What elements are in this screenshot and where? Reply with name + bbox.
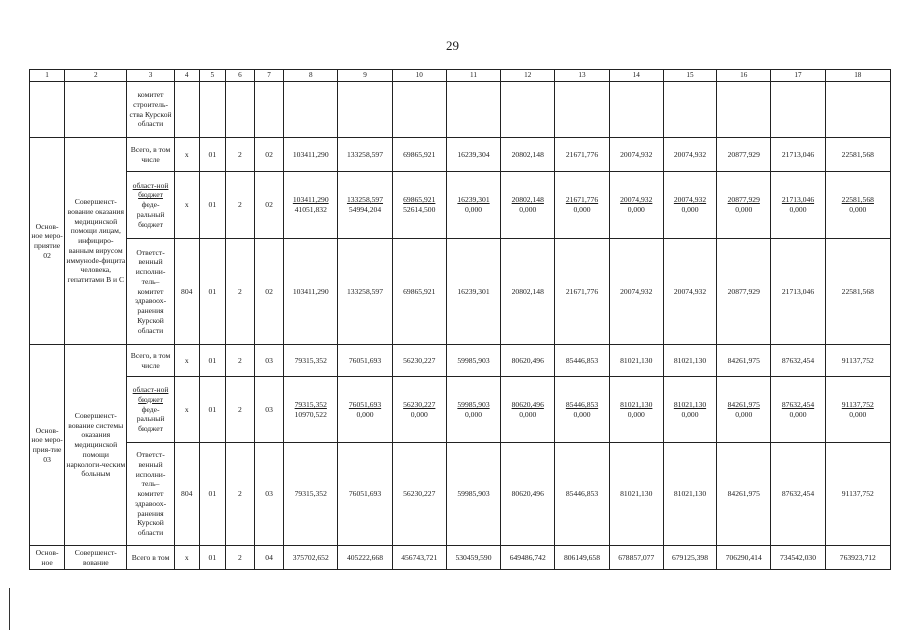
value-cell: 91137,752 [825, 345, 890, 377]
federal-value: 0,000 [627, 205, 645, 214]
value-cell: 81021,130 [663, 345, 716, 377]
value-cell: 84261,975 [717, 345, 771, 377]
value-cell: 706290,414 [717, 546, 771, 570]
subsection-code-cell: 2 [225, 377, 254, 443]
value-cell: 20074,932 [663, 138, 716, 172]
regional-budget-label: област-ной бюджет [132, 385, 169, 404]
regional-value: 81021,130 [620, 399, 653, 409]
value-cell: 80620,496 [501, 443, 555, 546]
column-number: 15 [663, 70, 716, 82]
value-cell: 405222,668 [338, 546, 392, 570]
value-cell: 679125,398 [663, 546, 716, 570]
value-cell: 22581,568 [825, 239, 890, 345]
regional-value: 85446,853 [565, 399, 599, 409]
activity-name-cell: Основ-ное меро-прия-тие 03 [30, 345, 65, 546]
value-cell: 79315,352 [284, 443, 338, 546]
federal-budget-label: феде-ральный бюджет [136, 404, 165, 434]
subsection-code-cell: 2 [225, 345, 254, 377]
value-cell: 85446,853 [555, 443, 609, 546]
table-row [30, 377, 891, 443]
column-number: 8 [284, 70, 338, 82]
column-number: 5 [199, 70, 225, 82]
value-cell: 16239,304 [446, 138, 500, 172]
federal-value: 0,000 [849, 205, 867, 214]
value-cell [446, 172, 500, 239]
activity-title-cell: Совершенст-вование системы оказания медицинской помощи наркологи-ческим больным [65, 345, 127, 546]
value-cell [717, 377, 771, 443]
federal-value: 52614,500 [403, 205, 436, 214]
value-cell: 20074,932 [609, 239, 663, 345]
grbs-code-cell: 804 [174, 239, 199, 345]
column-number: 10 [392, 70, 446, 82]
table-row [30, 138, 891, 172]
regional-budget-label: област-ной бюджет [132, 180, 169, 200]
value-cell [501, 172, 555, 239]
regional-value: 133258,597 [346, 195, 384, 205]
subsection-code-cell: 2 [225, 138, 254, 172]
value-cell [717, 172, 771, 239]
subsection-code-cell: 2 [225, 546, 254, 570]
regional-value: 20802,148 [511, 195, 544, 205]
column-number: 18 [825, 70, 890, 82]
section-code-cell: 01 [199, 239, 225, 345]
federal-value: 0,000 [681, 409, 699, 419]
regional-value: 81021,130 [673, 399, 707, 409]
federal-value: 0,000 [519, 205, 537, 214]
federal-value: 54994,204 [348, 205, 382, 214]
regional-value: 84261,975 [727, 399, 760, 409]
target-code-cell: 02 [255, 172, 284, 239]
federal-value: 0,000 [410, 409, 428, 419]
column-number: 9 [338, 70, 392, 82]
value-cell: 76051,693 [338, 345, 392, 377]
responsible-executor-cell: комитет строитель-ства Курской области [127, 82, 174, 138]
column-number: 11 [446, 70, 500, 82]
regional-value: 76051,693 [348, 399, 382, 409]
value-cell: 21713,046 [771, 138, 825, 172]
value-cell: 69865,921 [392, 138, 446, 172]
subsection-code-cell: 2 [225, 239, 254, 345]
regional-value: 87632,454 [781, 399, 815, 409]
value-cell: 80620,496 [501, 345, 555, 377]
federal-value: 0,000 [789, 205, 807, 214]
value-cell: 81021,130 [609, 345, 663, 377]
target-code-cell: 03 [255, 345, 284, 377]
value-cell: 20877,929 [717, 138, 771, 172]
funding-source-cell: Всего, в том числе [127, 138, 174, 172]
subsection-code-cell: 2 [225, 172, 254, 239]
value-cell [825, 377, 890, 443]
regional-value: 20074,932 [620, 195, 653, 205]
target-code-cell: 04 [255, 546, 284, 570]
value-cell: 530459,590 [446, 546, 500, 570]
value-cell [501, 377, 555, 443]
column-number: 16 [717, 70, 771, 82]
value-cell [771, 377, 825, 443]
activity-title-cell: Совершенст-вование оказания медицинской помощи лицам, инфициро-ванным вирусом иммунode-фицита человека, гепатитами В и С [65, 138, 127, 345]
table-row [30, 345, 891, 377]
activity-name-cell: Основ-ное [30, 546, 65, 570]
funding-source-cell: Ответст-венный исполни-тель– комитет здравоох-ранения Курской области [127, 239, 174, 345]
regional-value: 21671,776 [565, 195, 599, 205]
value-cell: 806149,658 [555, 546, 609, 570]
value-cell [338, 172, 392, 239]
value-cell: 20877,929 [717, 239, 771, 345]
column-number-row [30, 70, 891, 82]
federal-value: 41051,832 [294, 205, 327, 214]
regional-value: 79315,352 [294, 399, 327, 409]
table-row [30, 546, 891, 570]
value-cell: 76051,693 [338, 443, 392, 546]
federal-value: 0,000 [627, 409, 645, 419]
value-cell: 20074,932 [663, 239, 716, 345]
value-cell [392, 377, 446, 443]
value-cell: 59985,903 [446, 443, 500, 546]
regional-value: 56230,227 [403, 399, 436, 409]
regional-value: 69865,921 [403, 195, 436, 205]
value-cell: 103411,290 [284, 239, 338, 345]
value-cell [284, 377, 338, 443]
value-cell: 81021,130 [663, 443, 716, 546]
column-number: 13 [555, 70, 609, 82]
section-code-cell: 01 [199, 443, 225, 546]
value-cell [555, 377, 609, 443]
federal-value: 10970,522 [294, 409, 327, 419]
grbs-code-cell: x [174, 138, 199, 172]
section-code-cell: 01 [199, 546, 225, 570]
federal-value: 0,000 [464, 409, 483, 419]
federal-value: 0,000 [735, 205, 753, 214]
value-cell: 87632,454 [771, 443, 825, 546]
value-cell: 20802,148 [501, 239, 555, 345]
regional-value: 80620,496 [511, 399, 544, 409]
value-cell: 375702,652 [284, 546, 338, 570]
value-cell: 21671,776 [555, 239, 609, 345]
grbs-code-cell: x [174, 546, 199, 570]
target-code-cell: 02 [255, 138, 284, 172]
value-cell: 20074,932 [609, 138, 663, 172]
value-cell: 456743,721 [392, 546, 446, 570]
value-cell [555, 172, 609, 239]
value-cell: 85446,853 [555, 345, 609, 377]
funding-source-cell: Ответст-венный исполни-тель– комитет здравоох-ранения Курской области [127, 443, 174, 546]
value-cell [663, 377, 716, 443]
funding-source-cell: Всего в том [127, 546, 174, 570]
federal-value: 0,000 [849, 409, 867, 419]
regional-value: 91137,752 [841, 399, 874, 409]
column-number: 14 [609, 70, 663, 82]
funding-source-cell [127, 377, 174, 443]
grbs-code-cell: x [174, 172, 199, 239]
table-row [30, 443, 891, 546]
federal-value: 0,000 [356, 409, 374, 419]
activity-title-cell: Совершенст-вование [65, 546, 127, 570]
federal-value: 0,000 [519, 409, 537, 419]
target-code-cell: 03 [255, 377, 284, 443]
budget-table [29, 69, 891, 570]
page-number: 29 [446, 38, 459, 53]
column-number: 17 [771, 70, 825, 82]
value-cell: 20802,148 [501, 138, 555, 172]
subsection-code-cell: 2 [225, 443, 254, 546]
value-cell [609, 172, 663, 239]
column-number: 3 [127, 70, 174, 82]
value-cell: 133258,597 [338, 138, 392, 172]
column-number: 2 [65, 70, 127, 82]
value-cell: 81021,130 [609, 443, 663, 546]
value-cell: 79315,352 [284, 345, 338, 377]
column-number: 1 [30, 70, 65, 82]
value-cell [284, 172, 338, 239]
cell-empty [30, 82, 65, 138]
value-cell [446, 377, 500, 443]
value-cell: 84261,975 [717, 443, 771, 546]
value-cell: 87632,454 [771, 345, 825, 377]
regional-value: 103411,290 [292, 195, 329, 205]
value-cell: 21671,776 [555, 138, 609, 172]
table-row [30, 239, 891, 345]
value-cell: 763923,712 [825, 546, 890, 570]
federal-value: 0,000 [464, 205, 483, 214]
value-cell [771, 172, 825, 239]
value-cell [392, 172, 446, 239]
regional-value: 16239,301 [457, 195, 490, 205]
value-cell: 649486,742 [501, 546, 555, 570]
value-cell: 21713,046 [771, 239, 825, 345]
column-number: 12 [501, 70, 555, 82]
section-code-cell: 01 [199, 345, 225, 377]
value-cell [825, 172, 890, 239]
federal-value: 0,000 [735, 409, 753, 419]
column-number: 7 [255, 70, 284, 82]
value-cell: 56230,227 [392, 345, 446, 377]
federal-value: 0,000 [573, 205, 591, 214]
margin-line [9, 588, 10, 630]
value-cell [338, 377, 392, 443]
target-code-cell: 02 [255, 239, 284, 345]
value-cell: 69865,921 [392, 239, 446, 345]
federal-value: 0,000 [573, 409, 591, 419]
section-code-cell: 01 [199, 377, 225, 443]
carry-over-row [30, 82, 891, 138]
value-cell: 103411,290 [284, 138, 338, 172]
value-cell: 16239,301 [446, 239, 500, 345]
target-code-cell: 03 [255, 443, 284, 546]
regional-value: 59985,903 [457, 399, 490, 409]
value-cell: 59985,903 [446, 345, 500, 377]
regional-value: 20074,932 [673, 195, 707, 205]
grbs-code-cell: 804 [174, 443, 199, 546]
regional-value: 21713,046 [781, 195, 815, 205]
table-row [30, 172, 891, 239]
section-code-cell: 01 [199, 138, 225, 172]
value-cell: 22581,568 [825, 138, 890, 172]
column-number: 4 [174, 70, 199, 82]
column-number: 6 [225, 70, 254, 82]
federal-value: 0,000 [681, 205, 699, 214]
funding-source-cell [127, 172, 174, 239]
grbs-code-cell: x [174, 345, 199, 377]
value-cell: 91137,752 [825, 443, 890, 546]
regional-value: 22581,568 [841, 195, 874, 205]
federal-budget-label: феде-ральный бюджет [136, 200, 165, 229]
regional-value: 20877,929 [727, 195, 760, 205]
value-cell: 734542,030 [771, 546, 825, 570]
grbs-code-cell: x [174, 377, 199, 443]
section-code-cell: 01 [199, 172, 225, 239]
cell-empty [65, 82, 127, 138]
value-cell: 133258,597 [338, 239, 392, 345]
activity-name-cell: Основ-ное меро-приятие 02 [30, 138, 65, 345]
value-cell [609, 377, 663, 443]
value-cell [663, 172, 716, 239]
federal-value: 0,000 [789, 409, 807, 419]
value-cell: 56230,227 [392, 443, 446, 546]
value-cell: 678857,077 [609, 546, 663, 570]
funding-source-cell: Всего, в том числе [127, 345, 174, 377]
